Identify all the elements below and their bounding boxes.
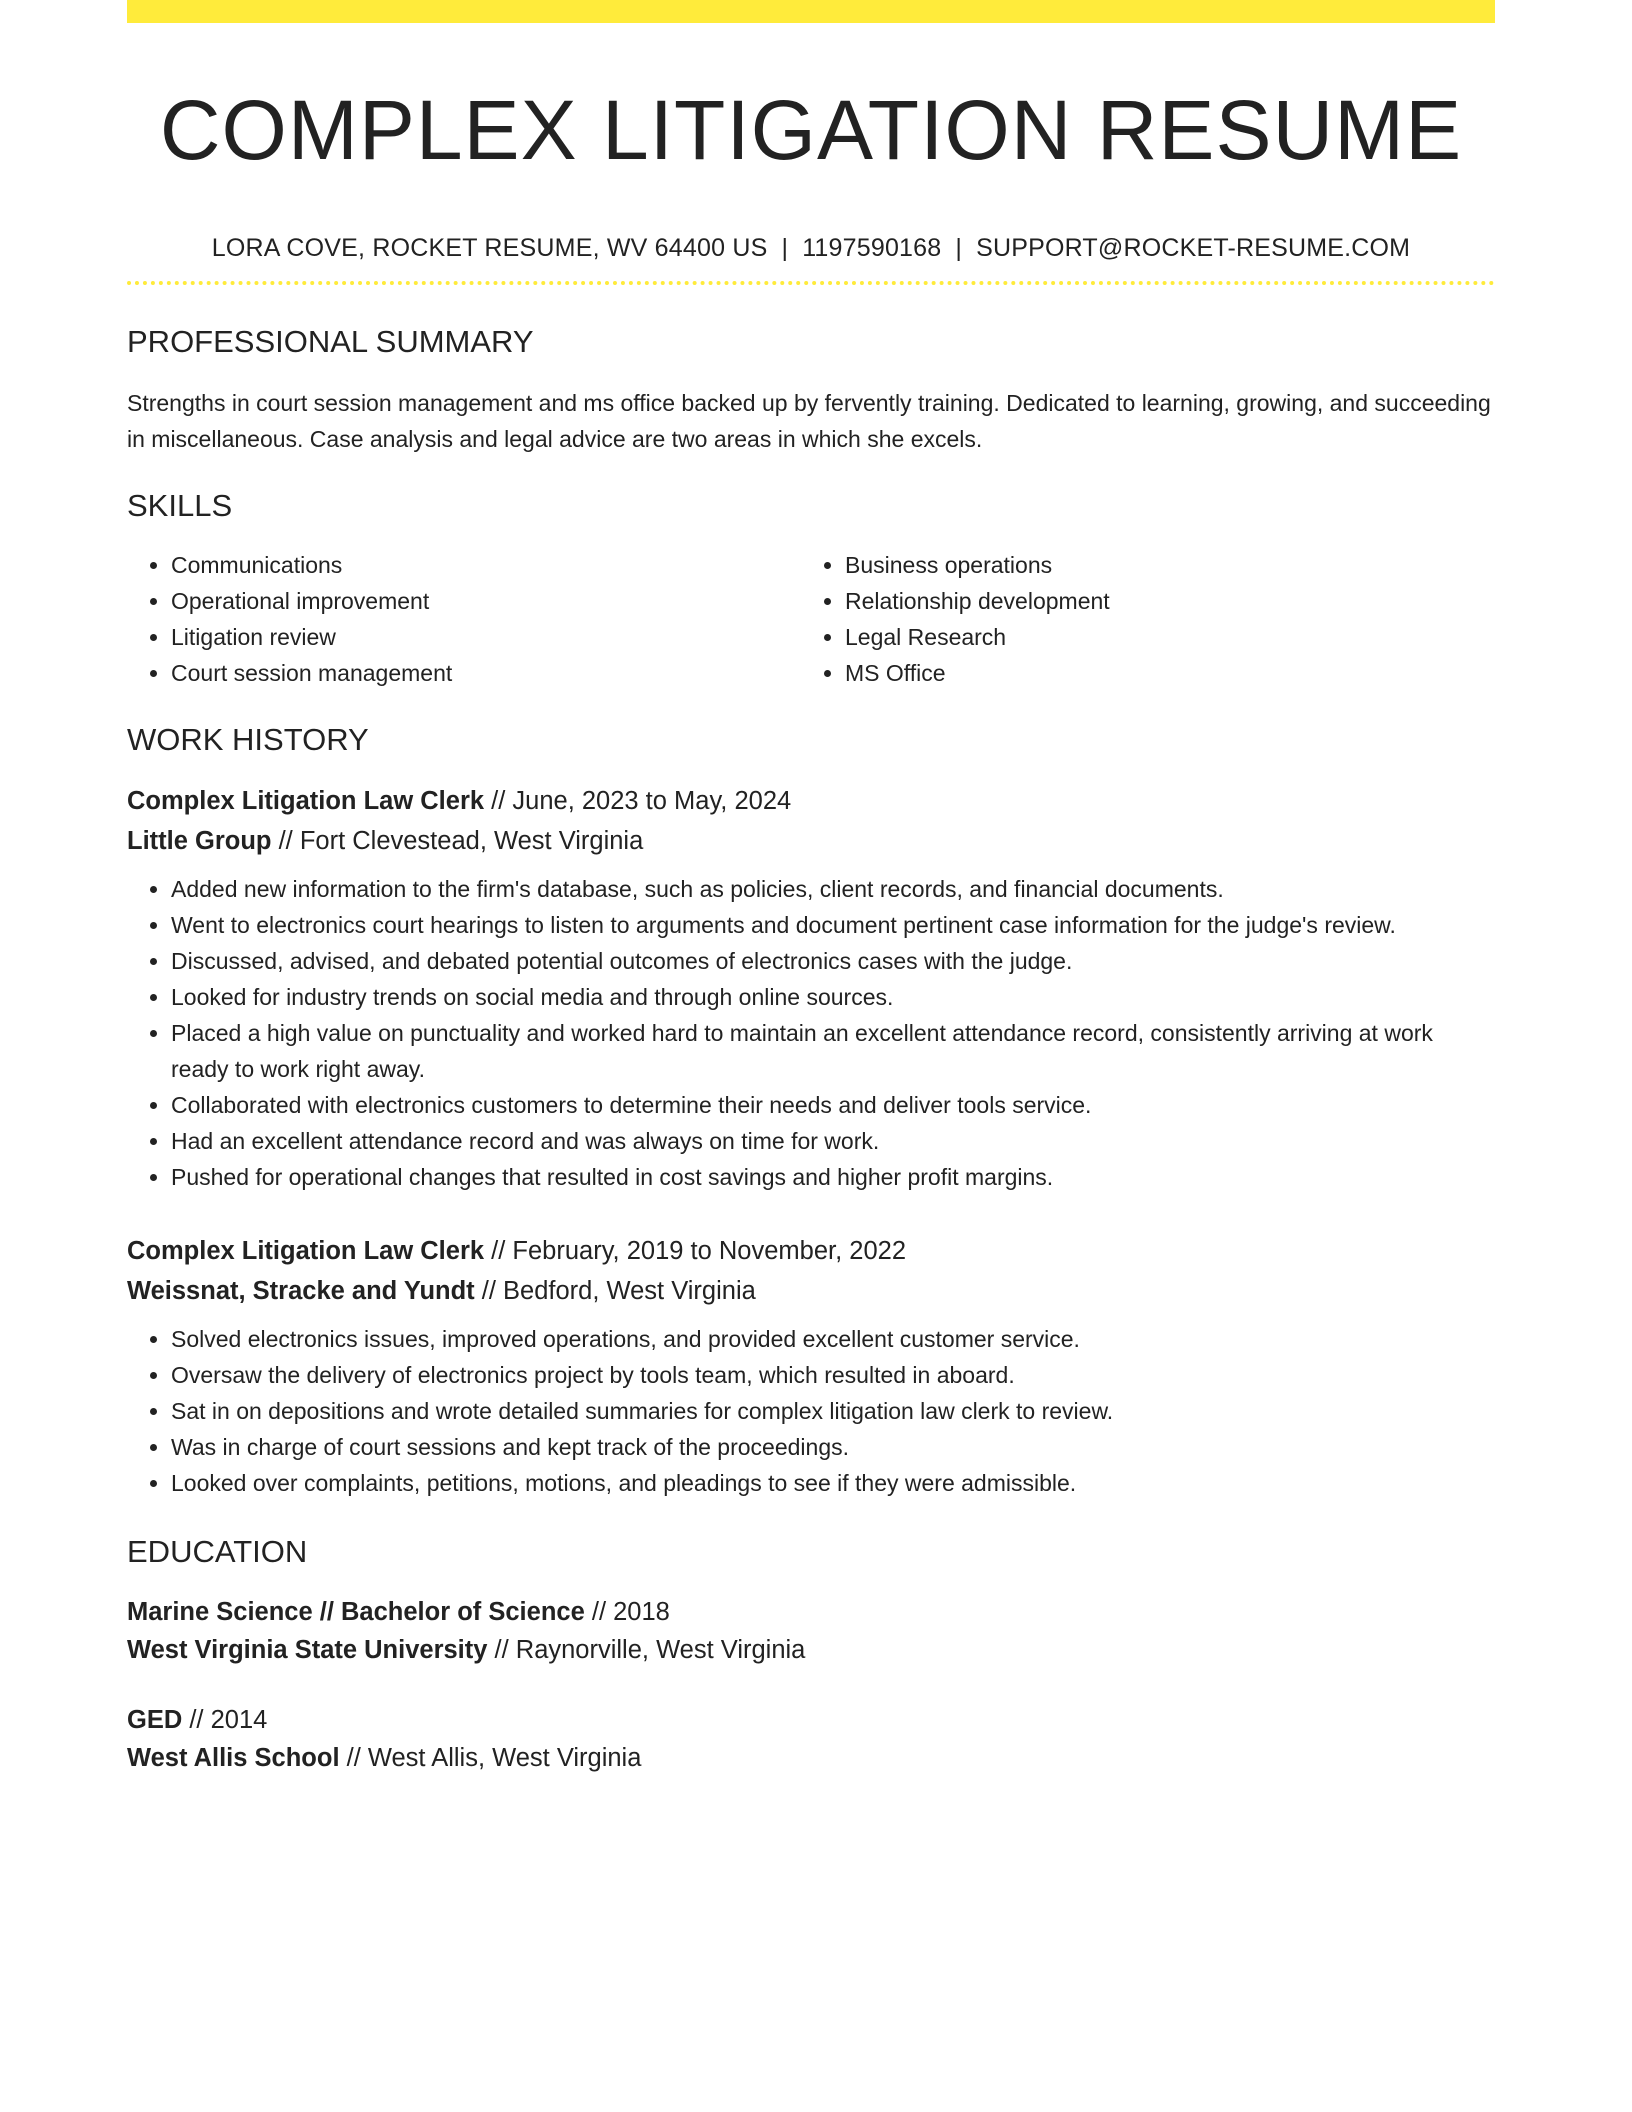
education-entry	[127, 1593, 1495, 1669]
skill-item: • Litigation review	[171, 619, 801, 655]
job-bullet: • Had an excellent attendance record and was always on time for work.	[171, 1123, 1495, 1159]
job-company-line	[127, 1271, 1495, 1311]
job-bullet: • Added new information to the firm's database, such as policies, client records, and financial documents.	[171, 871, 1495, 907]
contact-separator: |	[781, 234, 789, 262]
education-heading: EDUCATION	[127, 1534, 308, 1569]
resume-content	[127, 0, 1495, 1777]
skill-item: • Operational improvement	[171, 583, 801, 619]
job-bullets	[127, 871, 1495, 1195]
education-degree-line	[127, 1593, 1495, 1631]
job-dates: // February, 2019 to November, 2022	[484, 1237, 906, 1265]
contact-email: SUPPORT@ROCKET-RESUME.COM	[976, 234, 1411, 262]
summary-text: Strengths in court session management and ms office backed up by fervently training. Dedicated to learning, growing, and succeeding in miscellaneous. Case analysis and legal advice are two areas in which she excels.	[127, 390, 1491, 452]
job-bullet: • Looked for industry trends on social media and through online sources.	[171, 979, 1495, 1015]
skill-item: • Business operations	[845, 547, 1475, 583]
job-bullets	[127, 1321, 1495, 1501]
job-title-line	[127, 1231, 1495, 1271]
job-bullet: • Solved electronics issues, improved operations, and provided excellent customer service.	[171, 1321, 1495, 1357]
job-entry	[127, 1231, 1495, 1501]
job-bullet: • Oversaw the delivery of electronics project by tools team, which resulted in aboard.	[171, 1357, 1495, 1393]
skill-item: • Legal Research	[845, 619, 1475, 655]
education-location: // West Allis, West Virginia	[339, 1744, 642, 1772]
job-dates: // June, 2023 to May, 2024	[484, 787, 792, 815]
job-bullet: • Pushed for operational changes that resulted in cost savings and higher profit margins.	[171, 1159, 1495, 1195]
job-company-line	[127, 821, 1495, 861]
job-bullet: • Looked over complaints, petitions, motions, and pleadings to see if they were admissible.	[171, 1465, 1495, 1501]
contact-phone: 1197590168	[802, 234, 942, 262]
education-year: // 2014	[182, 1706, 268, 1734]
education-school: West Virginia State University	[127, 1636, 488, 1664]
education-school-line	[127, 1739, 1495, 1777]
job-bullet: • Discussed, advised, and debated potential outcomes of electronics cases with the judge.	[171, 943, 1495, 979]
skills-column-left	[127, 547, 801, 691]
job-bullet: • Was in charge of court sessions and kept track of the proceedings.	[171, 1429, 1495, 1465]
skill-item: • Court session management	[171, 655, 801, 691]
education-school: West Allis School	[127, 1744, 340, 1772]
education-degree-line	[127, 1701, 1495, 1739]
contact-address: LORA COVE, ROCKET RESUME, WV 64400 US	[211, 234, 768, 262]
job-company: Weissnat, Stracke and Yundt	[127, 1277, 475, 1305]
job-bullet: • Sat in on depositions and wrote detailed summaries for complex litigation law clerk to review.	[171, 1393, 1495, 1429]
job-title: Complex Litigation Law Clerk	[127, 1237, 485, 1265]
skill-item: • MS Office	[845, 655, 1475, 691]
job-title: Complex Litigation Law Clerk	[127, 787, 485, 815]
job-entry	[127, 781, 1495, 1195]
job-company: Little Group	[127, 827, 272, 855]
contact-separator: |	[955, 234, 963, 262]
summary-heading: PROFESSIONAL SUMMARY	[127, 324, 534, 359]
education-year: // 2018	[584, 1598, 670, 1626]
job-bullet: • Went to electronics court hearings to listen to arguments and document pertinent case information for the judge's review.	[171, 907, 1495, 943]
skill-item: • Communications	[171, 547, 801, 583]
dotted-divider	[127, 281, 1495, 285]
job-location: // Bedford, West Virginia	[474, 1277, 756, 1305]
job-title-line	[127, 781, 1495, 821]
education-entry	[127, 1701, 1495, 1777]
contact-line	[127, 232, 1495, 264]
education-degree: GED	[127, 1706, 183, 1734]
education-school-line	[127, 1631, 1495, 1669]
resume-title: COMPLEX LITIGATION RESUME	[159, 83, 1463, 177]
education-location: // Raynorville, West Virginia	[487, 1636, 806, 1664]
skill-item: • Relationship development	[845, 583, 1475, 619]
skills-heading: SKILLS	[127, 488, 233, 523]
job-location: // Fort Clevestead, West Virginia	[271, 827, 644, 855]
job-bullet: • Placed a high value on punctuality and worked hard to maintain an excellent attendance record, consistently arriving at work ready to work right away.	[171, 1015, 1495, 1087]
education-degree: Marine Science // Bachelor of Science	[127, 1598, 585, 1626]
job-bullet: • Collaborated with electronics customers to determine their needs and deliver tools service.	[171, 1087, 1495, 1123]
work-history-heading: WORK HISTORY	[127, 722, 369, 757]
skills-list	[127, 547, 1495, 691]
skills-column-right	[801, 547, 1475, 691]
